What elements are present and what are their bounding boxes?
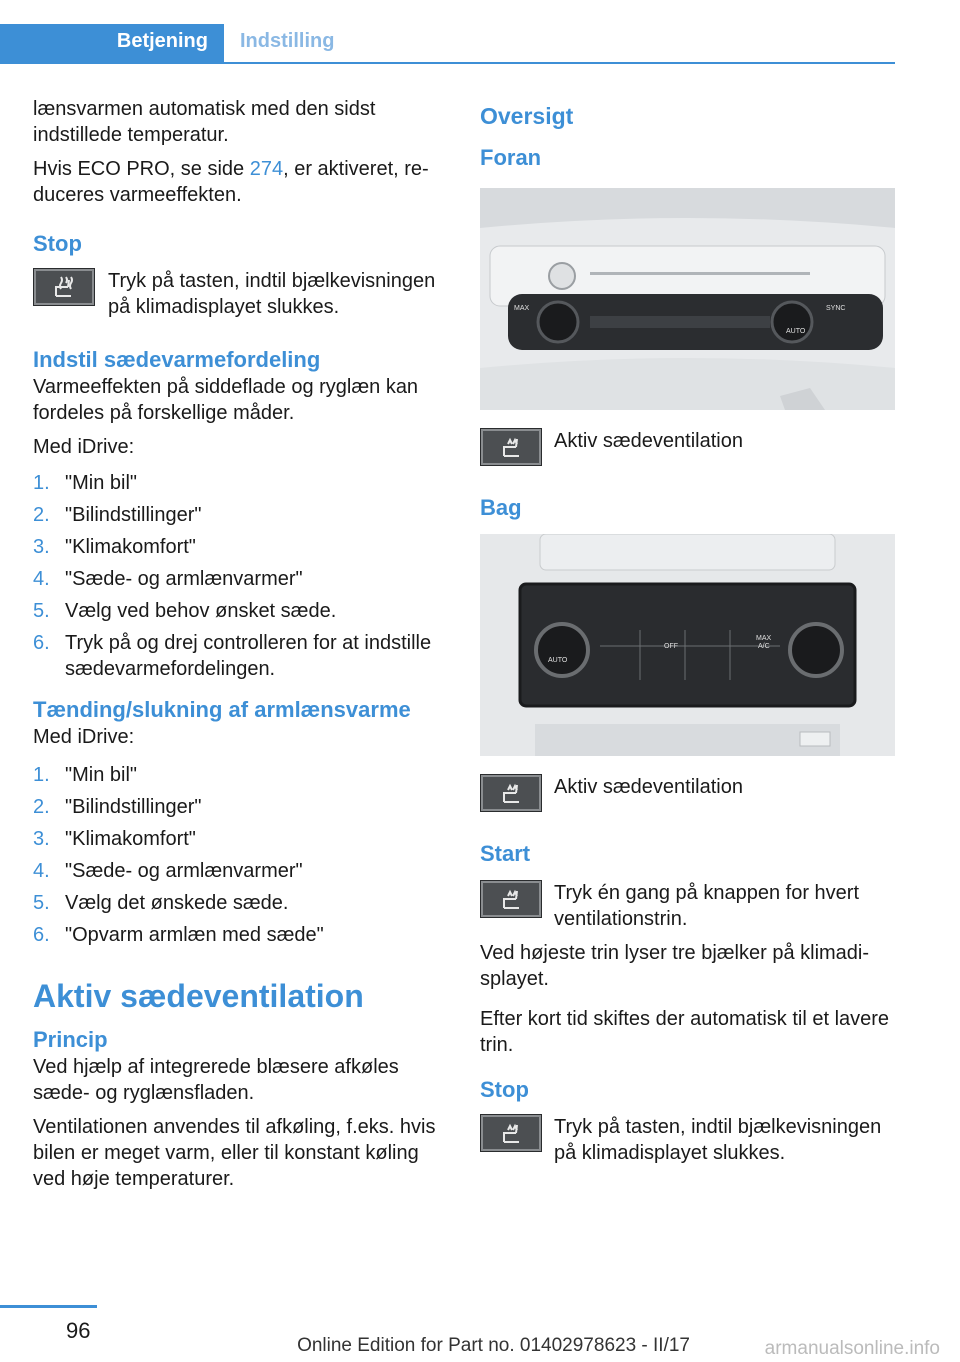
svg-text:AUTO: AUTO <box>548 657 568 664</box>
svg-text:MAX: MAX <box>514 305 530 312</box>
distribution-steps <box>33 470 438 682</box>
armrest-heading: Tænding/slukning af armlænsvarme <box>33 697 411 722</box>
armrest-steps <box>33 762 438 948</box>
page-number: 96 <box>66 1318 91 1343</box>
stop-instruction <box>33 268 438 320</box>
front-caption-row <box>480 428 895 466</box>
list-item: 3. "Klimakomfort" <box>33 828 196 850</box>
tab-indstilling[interactable]: Indstilling <box>240 30 335 52</box>
footer-divider <box>0 1305 97 1308</box>
list-item: 1. "Min bil" <box>33 472 137 494</box>
list-item: 4. "Sæde- og armlænvarmer" <box>33 568 303 590</box>
seat-heating-button-icon <box>33 268 95 306</box>
start-instruction <box>480 880 895 932</box>
edition-text: Online Edition for Part no. 01402978623 - II/17 <box>297 1335 690 1356</box>
left-column <box>33 96 438 1192</box>
list-item: 2. "Bilindstillinger" <box>33 504 202 526</box>
list-item: 6. Tryk på og drej controlleren for at indstille sædevarmefordelingen. <box>33 632 432 680</box>
intro-paragraph-1: lænsvarmen automatisk med den sidst indstillede temperatur. <box>33 98 376 146</box>
start-text: Tryk én gang på knappen for hvert ventilationstrin. <box>554 882 859 930</box>
seat-ventilation-icon <box>480 1114 542 1152</box>
armrest-idrive: Med iDrive: <box>33 726 135 748</box>
rear-caption: Aktiv sædeventilation <box>554 776 743 798</box>
page-link[interactable]: 274 <box>249 158 284 180</box>
seat-ventilation-icon <box>480 880 542 918</box>
stop-instruction-right <box>480 1114 895 1166</box>
front-caption: Aktiv sædeventilation <box>554 430 743 452</box>
front-climate-panel-image <box>480 188 895 410</box>
right-column <box>480 96 895 1166</box>
svg-text:AUTO: AUTO <box>786 328 806 335</box>
distribution-heading: Indstil sædevarmefordeling <box>33 347 321 372</box>
start-text-2: Ved højeste trin lyser tre bjælker på klimadisplayet. <box>480 942 870 990</box>
oversigt-heading: Oversigt <box>480 103 574 129</box>
list-item: 5. Vælg ved behov ønsket sæde. <box>33 600 337 622</box>
princip-text-2: Ventilationen anvendes til afkøling, f.eks. hvis bilen er meget varm, eller til konstant køling ved høje temperaturer. <box>33 1116 436 1190</box>
foran-heading: Foran <box>480 145 542 170</box>
start-text-3: Efter kort tid skiftes der automatisk til et lavere trin. <box>480 1008 890 1056</box>
princip-heading: Princip <box>33 1027 108 1052</box>
stop-text: Tryk på tasten, indtil bjælkevisningen på klimadisplayet slukkes. <box>108 270 436 318</box>
svg-text:A/C: A/C <box>758 643 770 650</box>
stop-heading-right: Stop <box>480 1077 529 1102</box>
main-heading: Aktiv sædeventilation <box>33 978 364 1014</box>
list-item: 1. "Min bil" <box>33 764 137 786</box>
princip-text-1: Ved hjælp af integrerede blæsere afkøles sæde- og ryglænsfladen. <box>33 1056 399 1104</box>
distribution-idrive: Med iDrive: <box>33 436 135 458</box>
list-item: 4. "Sæde- og armlænvarmer" <box>33 860 303 882</box>
bag-heading: Bag <box>480 495 522 520</box>
stop-text-right: Tryk på tasten, indtil bjælkevisningen på klimadisplayet slukkes. <box>554 1116 882 1164</box>
list-item: 5. Vælg det ønskede sæde. <box>33 892 289 914</box>
list-item: 6. "Opvarm armlæn med sæde" <box>33 924 324 946</box>
rear-caption-row <box>480 774 895 812</box>
seat-ventilation-icon <box>480 774 542 812</box>
rear-climate-panel-image <box>480 534 895 756</box>
watermark: armanualsonline.info <box>764 1338 940 1359</box>
list-item: 2. "Bilindstillinger" <box>33 796 202 818</box>
svg-text:MAX: MAX <box>756 635 772 642</box>
start-heading: Start <box>480 841 531 866</box>
svg-text:SYNC: SYNC <box>826 305 846 312</box>
seat-ventilation-icon <box>480 428 542 466</box>
stop-heading: Stop <box>33 231 82 256</box>
header-bar <box>0 24 895 64</box>
intro-paragraph-2: Hvis ECO PRO, se side 274, er aktiveret, reduceres varmeeffekten. <box>33 158 429 206</box>
svg-text:OFF: OFF <box>664 643 678 650</box>
distribution-text: Varmeeffekten på siddeflade og ryglæn kan fordeles på forskellige måder. <box>33 376 419 424</box>
list-item: 3. "Klimakomfort" <box>33 536 196 558</box>
tab-betjening[interactable]: Betjening <box>0 24 224 62</box>
